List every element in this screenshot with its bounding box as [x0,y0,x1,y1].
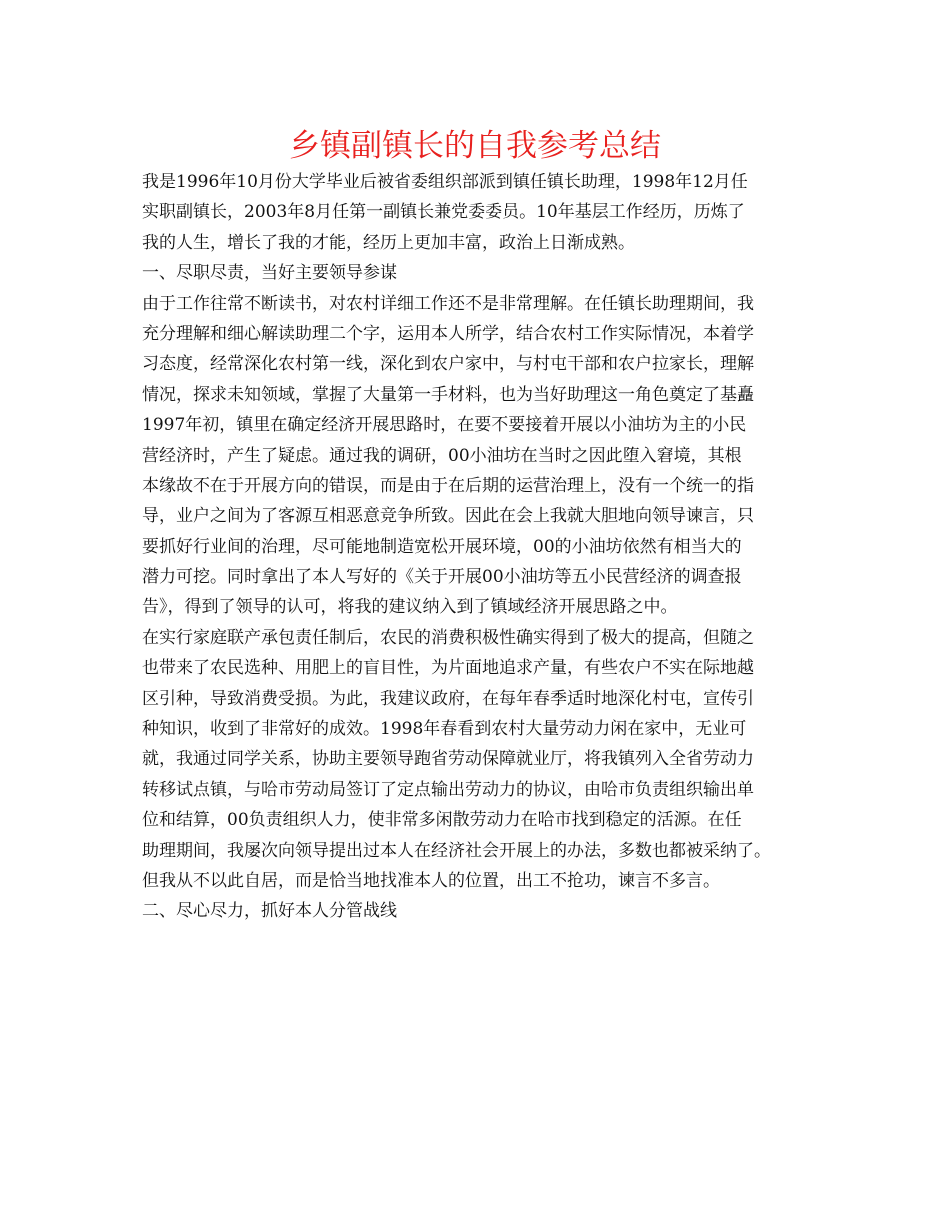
body-line: 转移试点镇，与哈市劳动局签订了定点输出劳动力的协议，由哈市负责组织输出单 [142,779,754,800]
section-heading-1: 一、尽职尽责，当好主要领导参谋 [142,263,397,284]
body-line: 告》，得到了领导的认可，将我的建议纳入到了镇域经济开展思路之中。 [142,597,678,618]
document-title: 乡镇副镇长的自我参考总结 [289,128,661,164]
body-line: 实职副镇长，2003年8月任第一副镇长兼党委委员。10年基层工作经历，历炼了 [142,202,745,223]
body-line: 就，我通过同学关系，协助主要领导跑省劳动保障就业厅，将我镇列入全省劳动力 [142,749,754,770]
body-line: 充分理解和细心解读助理二个字，运用本人所学，结合农村工作实际情况，本着学 [142,323,754,344]
section-heading-2: 二、尽心尽力，抓好本人分管战线 [142,901,397,922]
body-line: 我是1996年10月份大学毕业后被省委组织部派到镇任镇长助理，1998年12月任 [142,172,748,192]
body-line: 要抓好行业间的治理，尽可能地制造宽松开展环境，00的小油坊依然有相当大的 [142,536,742,557]
body-line: 习态度，经常深化农村第一线，深化到农户家中，与村屯干部和农户拉家长，理解 [142,354,754,375]
body-line: 我的人生，增长了我的才能，经历上更加丰富，政治上日渐成熟。 [142,232,635,253]
body-line: 本缘故不在于开展方向的错误，而是由于在后期的运营治理上，没有一个统一的指 [142,475,754,496]
body-line: 位和结算，00负责组织人力，使非常多闲散劳动力在哈市找到稳定的活源。在任 [142,810,742,831]
body-line: 在实行家庭联产承包责任制后，农民的消费积极性确实得到了极大的提高，但随之 [142,627,754,648]
body-line: 潜力可挖。同时拿出了本人写好的《关于开展00小油坊等五小民营经济的调查报 [142,567,742,588]
body-line: 区引种，导致消费受损。为此，我建议政府，在每年春季适时地深化村屯，宣传引 [142,688,754,709]
body-line: 由于工作往常不断读书，对农村详细工作还不是非常理解。在任镇长助理期间，我 [142,293,754,314]
body-line: 助理期间，我屡次向领导提出过本人在经济社会开展上的办法，多数也都被采纳了。 [142,840,771,861]
body-line: 1997年初，镇里在确定经济开展思路时，在要不要接着开展以小油坊为主的小民 [142,415,747,436]
body-line: 情况，探求未知领域，掌握了大量第一手材料，也为当好助理这一角色奠定了基矗 [142,384,754,405]
body-line: 导，业户之间为了客源互相恶意竞争所致。因此在会上我就大胆地向领导谏言，只 [142,506,754,527]
body-line: 营经济时，产生了疑虑。通过我的调研，00小油坊在当时之因此堕入窘境，其根 [142,445,742,466]
body-line: 也带来了农民选种、用肥上的盲目性，为片面地追求产量，有些农户不实在际地越 [142,658,754,679]
body-line: 种知识，收到了非常好的成效。1998年春看到农村大量劳动力闲在家中，无业可 [142,719,747,740]
body-line: 但我从不以此自居，而是恰当地找准本人的位置，出工不抢功，谏言不多言。 [142,870,720,891]
document-body [142,167,842,927]
